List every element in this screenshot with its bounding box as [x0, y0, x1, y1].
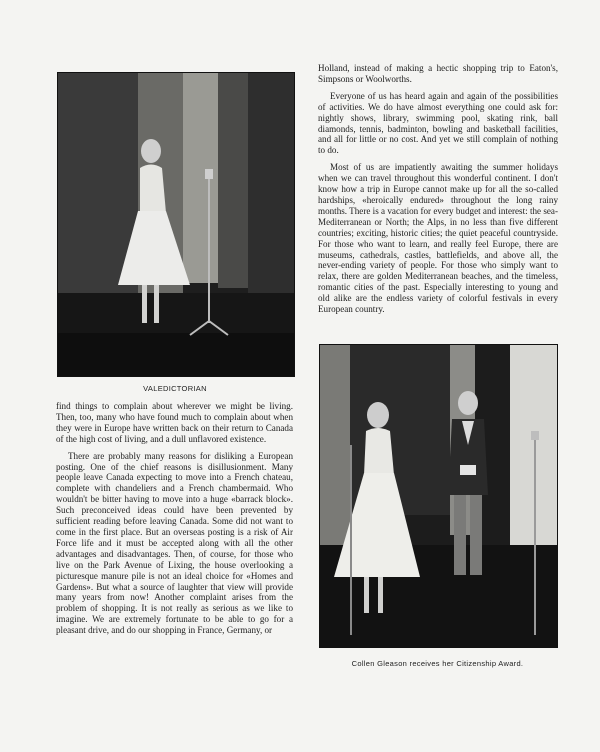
right-column	[318, 63, 558, 321]
left-paragraph-2: There are probably many reasons for disliking a European posting. One of the chief reasons is disillusionment. Many people leave Canada expecting to move into a French chateau, complete with chandeliers and a French chambermaid. Who wouldn't be bitter having to move into a huge «barrack block». Such preconceived ideas could have been prevented by sufficient reading before leaving Canada. Some did not want to come in the first place. But an overseas posting is a risk of Air Force life and it must be accepted along with all the other advantages and disadvantages. Then, of course, for those who live on the Park Avenue of Lixing, the house overlooking a picturesque manure pile is not an ideal choice for «Homes and Gardens». But what a source of laughter that view will provide many years from now! Another complaint arises from the problem of shopping. It is not really as serious as we like to imagine. We are extremely fortunate to be able to go for a pleasant drive, and do our shopping in France, Germany, or	[56, 450, 293, 636]
award-caption: Collen Gleason receives her Citizenship Award.	[351, 659, 524, 668]
valedictorian-caption: VALEDICTORIAN	[143, 384, 207, 393]
left-paragraph-1: find things to complain about wherever we might be living. Then, too, many who have found much to complain about when they were in Europe have written back on their return to Canada of the high cost of living, and a dull unflavored existence.	[56, 401, 293, 444]
award-photo	[319, 344, 558, 648]
right-paragraph-3: Most of us are impatiently awaiting the summer holidays when we can travel throughout this wonderful continent. I don't know how a trip in Europe cannot make up for all the so-called hardships, «heroically endured» throughout the long rainy months. There is a vacation for every budget and interest: the sea-Mediterranean or North; the Alps, in no less than five different countries; exciting, historic cities; the quiet peaceful countryside. For those who want to learn, and really feel Europe, there are museums, cathedrals, castles, battlefields, and above all, the never-ending variety of people. For those who simply want to relax, there are golden Mediterranean beaches, and the timeless, romantic cities of the past. Especially interesting to young and old alike are the endless variety of colorful festivals in every European country.	[318, 162, 558, 315]
right-paragraph-2: Everyone of us has heard again and again of the possibilities of activities. We do have almost everything one could ask for: nightly shows, library, swimming pool, skating rink, ball diamonds, tennis, badminton, bowling and basketball facilities, and all for little or no cost. And yet we still complain of nothing to do.	[318, 90, 558, 156]
left-column	[56, 401, 293, 642]
valedictorian-photo	[57, 72, 295, 377]
right-paragraph-1: Holland, instead of making a hectic shopping trip to Eaton's, Simpsons or Woolworths.	[318, 63, 558, 84]
